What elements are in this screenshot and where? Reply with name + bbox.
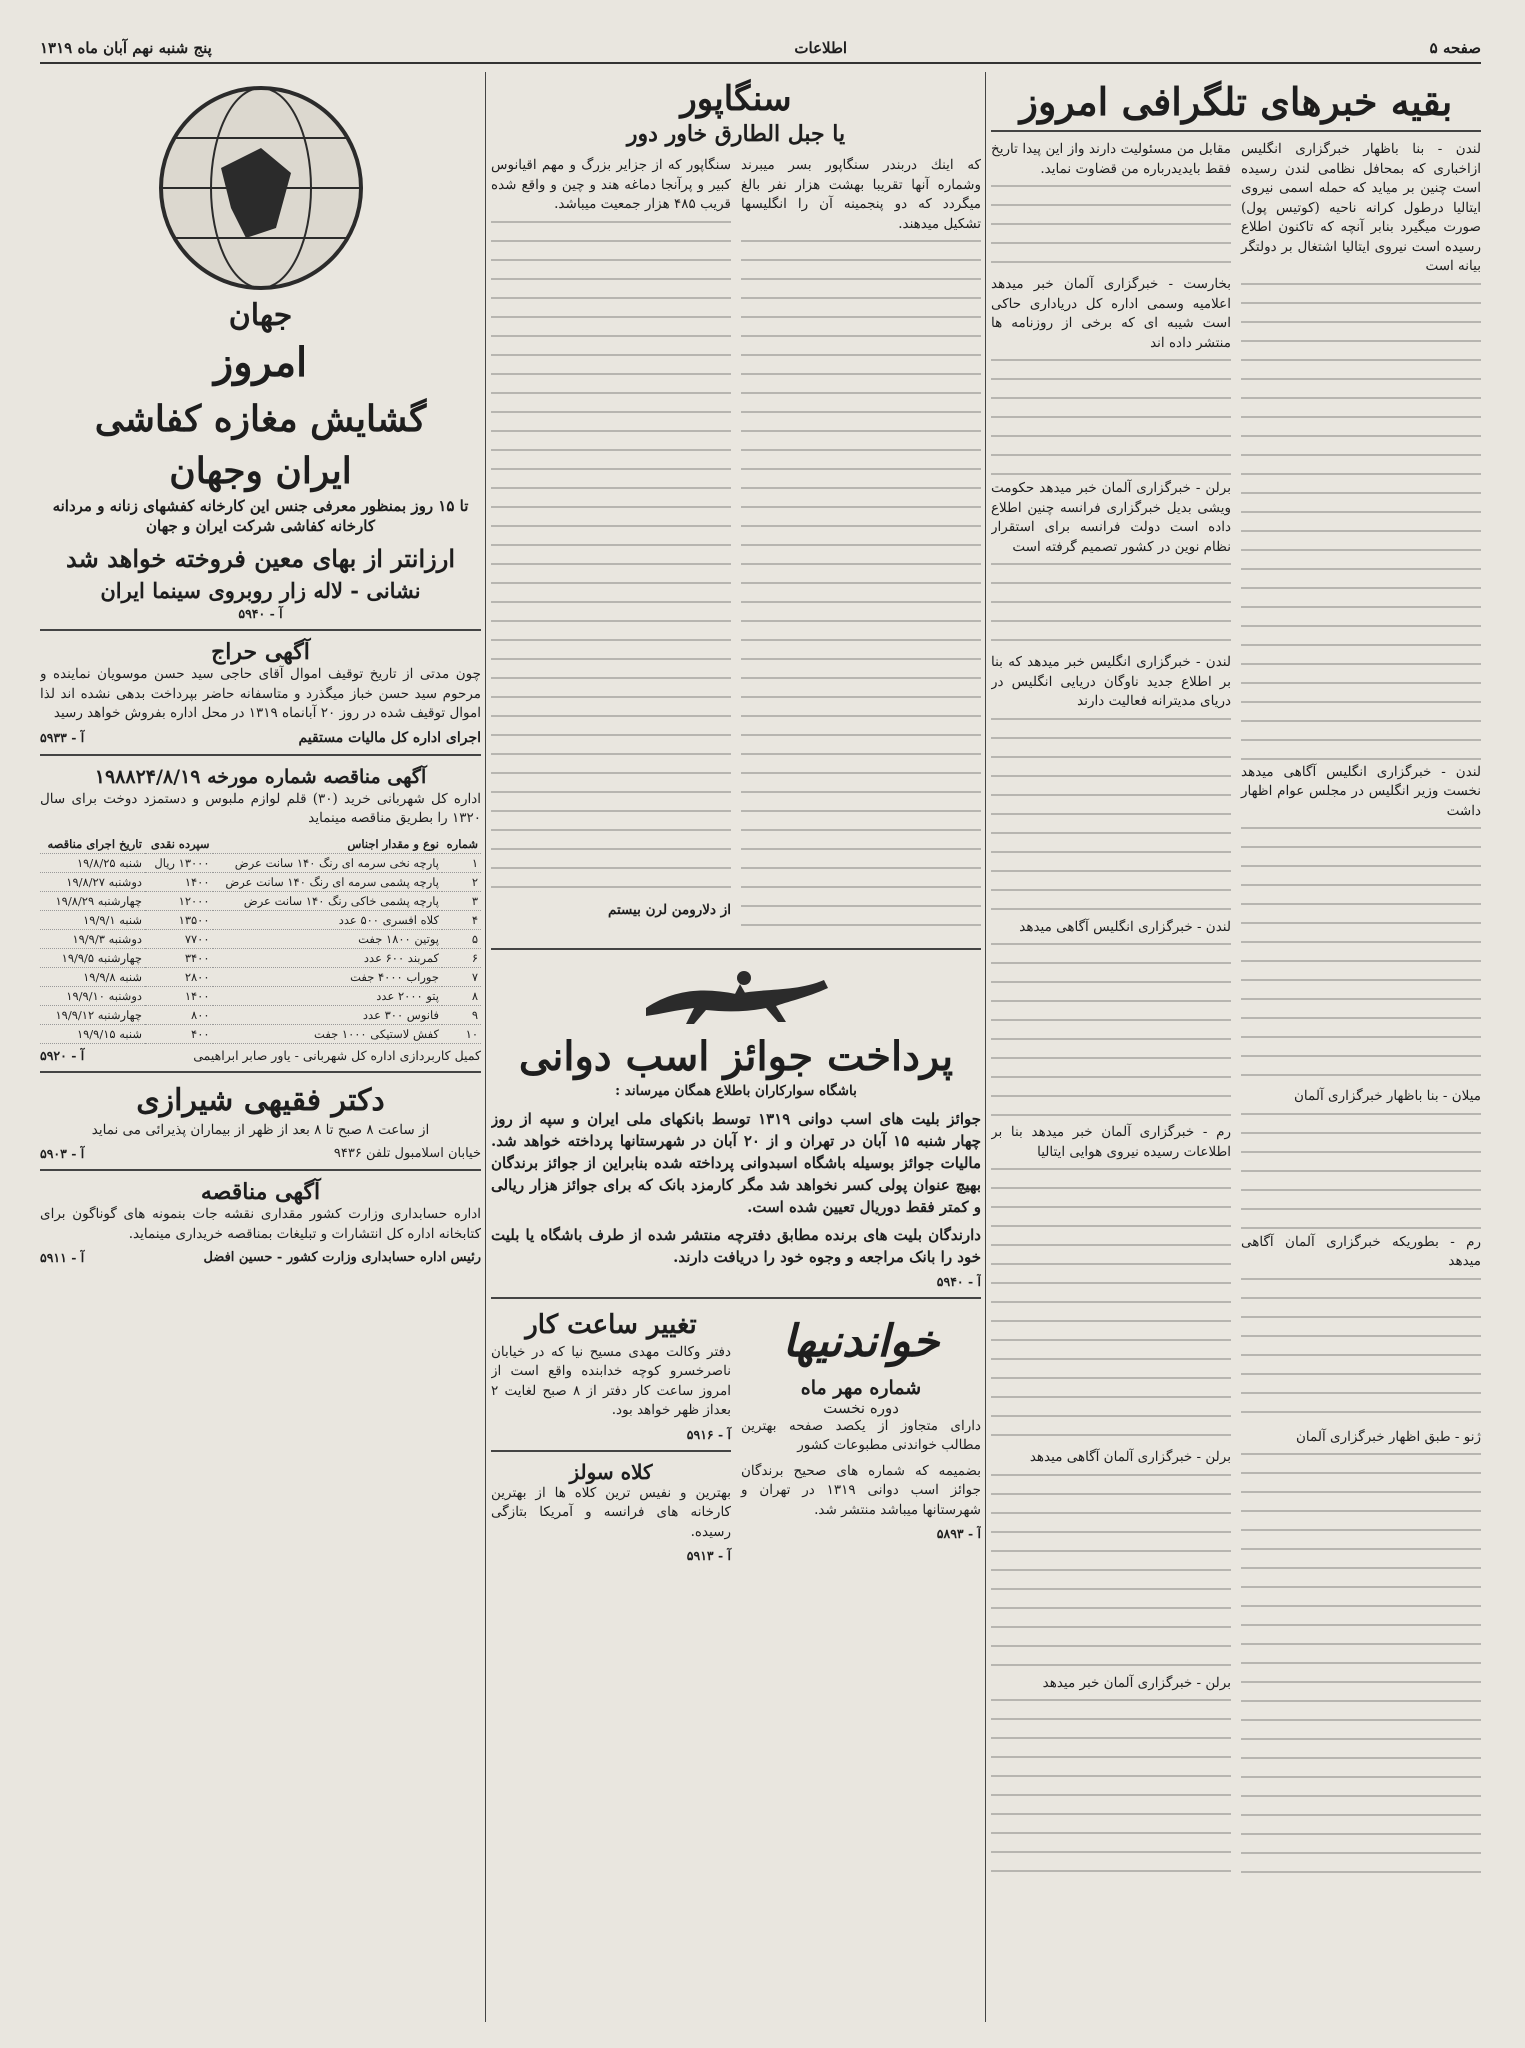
horse-body-2: دارندگان بلیت های برنده مطابق دفترچه منتشر شده از طرف باشگاه یا بلیت خود را بانک مراجعه و وجوه خود را دریافت دارند.: [491, 1225, 981, 1266]
news-rome-2: رم - بطوریکه خبرگزاری آلمان آگاهی میدهد: [1241, 1233, 1481, 1269]
issue-date: پنج شنبه نهم آبان ماه ۱۳۱۹: [40, 39, 212, 57]
paper-name: اطلاعات: [794, 39, 848, 57]
news-milan: میلان - بنا باظهار خبرگزاری آلمان: [1294, 1088, 1481, 1104]
tender-1-body: اداره کل شهربانی خرید (۳۰) قلم لوازم ملبوس و دستمزد دوخت برای سال ۱۳۲۰ را بطریق مناقصه مینماید: [40, 790, 481, 826]
jahan-ref: آ - ۵۹۴۰: [238, 606, 283, 621]
table-cell: ۱۲۰۰۰: [145, 891, 213, 910]
tender-1-ref: آ - ۵۹۲۰: [40, 1047, 85, 1063]
workhours-headline: تغییر ساعت کار: [525, 1309, 697, 1340]
workhours-ad: [491, 1307, 731, 1442]
globe-logo-icon: [151, 78, 371, 298]
khandaniha-ad: [741, 1307, 981, 1637]
consul-headline: کلاه سولز: [569, 1459, 653, 1484]
middle-column: [491, 72, 981, 2022]
table-cell: ۱۰: [442, 1024, 481, 1043]
news-body-text: [991, 1168, 1231, 1448]
table-cell: دوشنبه ۱۹/۹/۱۰: [40, 986, 145, 1005]
tender-ad-2: [40, 1179, 481, 1265]
table-cell: ۴: [442, 910, 481, 929]
news-body-text: [1241, 1113, 1481, 1233]
news-london-3: لندن - خبرگزاری انگلیس خبر میدهد که بنا بر اطلاع جدید ناوگان دریایی انگلیس در دریای مدیترانه فعالیت دارند: [991, 654, 1231, 709]
horse-race-ad: [491, 958, 981, 1289]
table-cell: کلاه افسری ۵۰۰ عدد: [213, 910, 442, 929]
table-cell: ۵: [442, 929, 481, 948]
singapore-title: سنگاپور: [680, 79, 792, 119]
section-rule: [40, 629, 481, 631]
jahan-headline: گشایش مغازه کفاشی: [94, 398, 427, 440]
table-cell: چهارشنبه ۱۹/۹/۱۲: [40, 1005, 145, 1024]
table-row: [40, 967, 481, 986]
table-cell: پوتین ۱۸۰۰ جفت: [213, 929, 442, 948]
news-berlin-2: برلن - خبرگزاری آلمان آگاهی میدهد: [1029, 1449, 1231, 1465]
table-cell: ۱۳۰۰۰ ریال: [145, 853, 213, 872]
news-body-text: [991, 563, 1231, 653]
khandaniha-volume: دوره نخست: [823, 1398, 899, 1417]
table-cell: دوشنبه ۱۹/۸/۲۷: [40, 872, 145, 891]
news-bucharest: بخارست - خبرگزاری آلمان خبر میدهد اعلامیه وسمی اداره کل دریاداری حاکی است شیبه ای که برخی از روزنامه ها منتشر داده اند: [991, 276, 1231, 351]
table-cell: ۱۴۰۰: [145, 872, 213, 891]
news-london-1-cont: مقابل من مسئولیت دارند واز این پیدا تاریخ فقط بایدیدرباره من قضاوت نماید.: [991, 141, 1231, 177]
table-cell: ۲: [442, 872, 481, 891]
khandaniha-logo: خواندنیها: [782, 1315, 940, 1367]
table-cell: پتو ۲۰۰۰ عدد: [213, 986, 442, 1005]
news-body-text: [991, 185, 1231, 275]
table-cell: ۴۰۰: [145, 1024, 213, 1043]
singapore-footnote: از دلارومن لرن بیستم: [607, 901, 731, 918]
table-header-row: [40, 835, 481, 854]
news-body-text: [1241, 1278, 1481, 1428]
table-cell: شنبه ۱۹/۹/۱: [40, 910, 145, 929]
news-body-text: [1241, 283, 1481, 763]
jahan-body: تا ۱۵ روز بمنظور معرفی جنس این کارخانه کفشهای زنانه و مردانه کارخانه کفاشی شرکت ایران و جهان: [52, 497, 469, 535]
column-rule: [985, 72, 986, 2022]
workhours-body: دفتر وکالت مهدی مسیح نیا که در خیابان ناصرخسرو کوچه خدابنده واقع است از امروز ساعت کار دفتر از ۸ صبح لغایت ۲ بعداز ظهر خواهد بود.: [491, 1343, 731, 1418]
table-cell: ۹: [442, 1005, 481, 1024]
table-cell: ۱۳۵۰۰: [145, 910, 213, 929]
section-rule: [40, 1071, 481, 1073]
consul-body: بهترین و نفیس ترین کلاه ها از بهترین کارخانه های فرانسه و آمریکا بتازگی رسیده.: [491, 1484, 731, 1540]
table-cell: دوشنبه ۱۹/۹/۳: [40, 929, 145, 948]
table-row: [40, 948, 481, 967]
table-cell: ۶: [442, 948, 481, 967]
table-cell: پارچه پشمی خاکی رنگ ۱۴۰ سانت عرض: [213, 891, 442, 910]
table-row: [40, 872, 481, 891]
table-header: سپرده نقدی: [145, 835, 213, 854]
news-body-text: [991, 718, 1231, 918]
table-cell: ۳۴۰۰: [145, 948, 213, 967]
jahan-price: ارزانتر از بهای معین فروخته خواهد شد: [66, 544, 455, 573]
singapore-subtitle: یا جبل الطارق خاور دور: [626, 121, 846, 147]
section-rule: [491, 1450, 731, 1452]
table-row: [40, 929, 481, 948]
tender-2-body: اداره حسابداری وزارت کشور مقداری نقشه جات بنمونه های گوناگون برای کتابخانه اداره کل انتشارات و تبلیغات بمناقصه خریداری مینماید.: [40, 1206, 481, 1242]
column-rule: [485, 72, 486, 2022]
jahan-title: امروز: [213, 339, 308, 386]
tender-ad-1: [40, 764, 481, 1063]
news-london-2: لندن - خبرگزاری انگلیس آگاهی میدهد نخست وزیر انگلیس در مجلس عوام اظهار داشت: [1241, 763, 1481, 819]
auction-ref: آ - ۵۹۳۳: [40, 729, 85, 745]
khandaniha-ref: آ - ۵۸۹۳: [936, 1526, 981, 1541]
news-london-1: لندن - بنا باظهار خبرگزاری انگلیس ازاخباری که بمحافل نظامی لندن رسیده است چنین بر میاید که حمله اسمی نیروی ایتالیا درطول کرانه ناحیه (کوتیس پول) صورت میگیرد بنابر آنچه که تاکنون اطلاع رسیده است نیروی ایتالیا اشتغال بر دولتگر بیانه است: [1241, 141, 1481, 274]
news-body-text: [991, 943, 1231, 1123]
table-cell: ۷۷۰۰: [145, 929, 213, 948]
columns: [40, 72, 1481, 2022]
auction-signature: اجرای اداره کل مالیات مستقیم: [298, 729, 481, 746]
auction-body: چون مدتی از تاریخ توقیف اموال آقای حاجی سید حسن موسویان نماینده و مرحوم سید حسن خباز میگذرد و متاسفانه حاضر بپرداخت بدهی نشده اند لذا اموال توقیف شده در روز ۲۰ آبانماه ۱۳۱۹ در محل اداره بفروش خواهد رسید: [40, 666, 481, 721]
khandaniha-desc: دارای متجاوز از یکصد صفحه بهترین مطالب خواندنی مطبوعات کشور: [741, 1417, 981, 1453]
tender-2-title: آگهی مناقصه: [200, 1179, 321, 1205]
workhours-ref: آ - ۵۹۱۶: [686, 1426, 731, 1442]
consul-ref: آ - ۵۹۱۳: [686, 1548, 731, 1563]
table-cell: پارچه پشمی سرمه ای رنگ ۱۴۰ سانت عرض: [213, 872, 442, 891]
page-number: صفحه ۵: [1429, 39, 1481, 57]
auction-ad: [40, 639, 481, 746]
table-row: [40, 891, 481, 910]
table-cell: پارچه نخی سرمه ای رنگ ۱۴۰ سانت عرض: [213, 853, 442, 872]
table-header: تاریخ اجرای مناقصه: [40, 835, 145, 854]
news-headline: بقیه خبرهای تلگرافی امروز: [991, 72, 1481, 132]
table-cell: شنبه ۱۹/۸/۲۵: [40, 853, 145, 872]
doctor-ad: [40, 1081, 481, 1162]
khandaniha-issue: شماره مهر ماه: [800, 1376, 922, 1399]
table-cell: شنبه ۱۹/۹/۸: [40, 967, 145, 986]
news-body-text: [1241, 827, 1481, 1087]
jahan-address: نشانی - لاله زار روبروی سینما ایران: [100, 578, 421, 603]
horse-ref: آ - ۵۹۴۰: [936, 1273, 981, 1289]
news-body-text: [991, 1474, 1231, 1674]
table-cell: ۲۸۰۰: [145, 967, 213, 986]
table-cell: جوراب ۴۰۰۰ جفت: [213, 967, 442, 986]
doctor-ref: آ - ۵۹۰۳: [40, 1146, 85, 1161]
singapore-body-text: [741, 240, 981, 940]
table-cell: کفش لاستیکی ۱۰۰۰ جفت: [213, 1024, 442, 1043]
news-berlin-1: برلن - خبرگزاری آلمان خبر میدهد حکومت ویشی بدیل خبرگزاری فرانسه چنین اطلاع داده است دولت فرانسه برای استقرار نظام نوین در کشور تصمیم گرفته است: [991, 480, 1231, 555]
khandaniha-note: بضمیمه که شماره های صحیح برندگان جوائز اسب دوانی ۱۳۱۹ در تهران و شهرستانها میباشد منتشر شد.: [741, 1462, 981, 1518]
table-cell: چهارشنبه ۱۹/۸/۲۹: [40, 891, 145, 910]
lower-ads-row: [491, 1307, 981, 1637]
table-cell: ۱۴۰۰: [145, 986, 213, 1005]
table-cell: ۷: [442, 967, 481, 986]
news-london-4: لندن - خبرگزاری انگلیس آگاهی میدهد: [1019, 918, 1231, 935]
section-rule: [40, 1169, 481, 1171]
doctor-title: دکتر فقیهی شیرازی: [136, 1082, 385, 1118]
tender-2-signature: رئیس اداره حسابداری وزارت کشور - حسین افضل: [203, 1250, 481, 1265]
ads-column: [40, 72, 481, 2022]
table-row: [40, 1024, 481, 1043]
jahan-name: ایران وجهان: [169, 450, 352, 492]
tender-1-title: آگهی مناقصه شماره مورخه ۱۹۸۸۲۴/۸/۱۹: [94, 765, 427, 788]
jahan-logo-text: جهان: [228, 298, 293, 333]
horse-headline: پرداخت جوائز اسب دوانی: [518, 1033, 954, 1080]
news-column: [991, 72, 1481, 2022]
table-cell: چهارشنبه ۱۹/۹/۵: [40, 948, 145, 967]
table-row: [40, 1005, 481, 1024]
jahan-ad: [40, 78, 481, 621]
table-cell: فانوس ۳۰۰ عدد: [213, 1005, 442, 1024]
news-body-text: [991, 1699, 1231, 1879]
section-rule: [40, 754, 481, 756]
news-body-text: [991, 359, 1231, 479]
news-rome: رم - خبرگزاری آلمان خبر میدهد بنا بر اطلاعات رسیده نیروی هوایی ایتالیا: [991, 1124, 1231, 1160]
tender-1-signature: کمیل کاربردازی اداره کل شهربانی - یاور صابر ابراهیمی: [193, 1047, 481, 1063]
table-header: شماره: [442, 835, 481, 854]
section-rule: [491, 1297, 981, 1299]
singapore-body-1: که اینك دربندر سنگاپور بسر میبرند وشماره آنها تقریبا بهشت هزار نفر بالغ میگردد که دو پنجمینه آن را انگلیسها تشکیل میدهند.: [741, 157, 981, 232]
news-geneva: ژنو - طبق اظهار خبرگزاری آلمان: [1296, 1428, 1481, 1445]
table-cell: ۱: [442, 853, 481, 872]
news-berlin-3: برلن - خبرگزاری آلمان خبر میدهد: [1042, 1674, 1231, 1691]
table-cell: کمربند ۶۰۰ عدد: [213, 948, 442, 967]
tender-1-table: [40, 835, 481, 1044]
singapore-article: [491, 72, 981, 940]
masthead: [40, 34, 1481, 64]
table-row: [40, 986, 481, 1005]
table-cell: شنبه ۱۹/۹/۱۵: [40, 1024, 145, 1043]
section-rule: [491, 948, 981, 950]
table-row: [40, 853, 481, 872]
table-header: نوع و مقدار اجناس: [213, 835, 442, 854]
singapore-body-2: سنگاپور که از جزایر بزرگ و مهم اقیانوس کبیر و پرآنجا دماغه هند و چین و واقع شده قریب ۴۸۵ هزار جمعیت میباشد.: [491, 157, 731, 212]
tender-2-ref: آ - ۵۹۱۱: [40, 1250, 85, 1265]
horse-rider-icon: [636, 958, 836, 1028]
table-cell: ۸: [442, 986, 481, 1005]
doctor-address: خیابان اسلامبول تلفن ۹۴۳۶: [333, 1146, 481, 1161]
table-cell: ۸۰۰: [145, 1005, 213, 1024]
horse-body: جوائز بلیت های اسب دوانی ۱۳۱۹ توسط بانکهای ملی ایران و سپه از روز چهار شنبه ۱۵ آبان در تهران و از ۲۰ آبان در شهرستانها پرداخته خواهد شد. مالیات جوائز بوسیله باشگاه اسبدوانی پرداخته شده بنابراین از جوائز برندگان بهیچ عنوان پولی کسر نخواهد شد مگر کارمزد بانک که برای جوائز هزار ریالی و کمتر فقط دوریال تعیین شده است.: [491, 1109, 981, 1216]
consul-ad: [491, 1460, 731, 1564]
auction-title: آگهی حراج: [211, 639, 310, 665]
news-body-text: [1241, 1453, 1481, 1873]
table-cell: ۳: [442, 891, 481, 910]
table-row: [40, 910, 481, 929]
horse-lead: باشگاه سوارکاران باطلاع همگان میرساند :: [615, 1083, 857, 1099]
doctor-hours: از ساعت ۸ صبح تا ۸ بعد از ظهر از بیماران پذیرائی می نماید: [91, 1121, 430, 1138]
singapore-body-text: [491, 221, 731, 901]
